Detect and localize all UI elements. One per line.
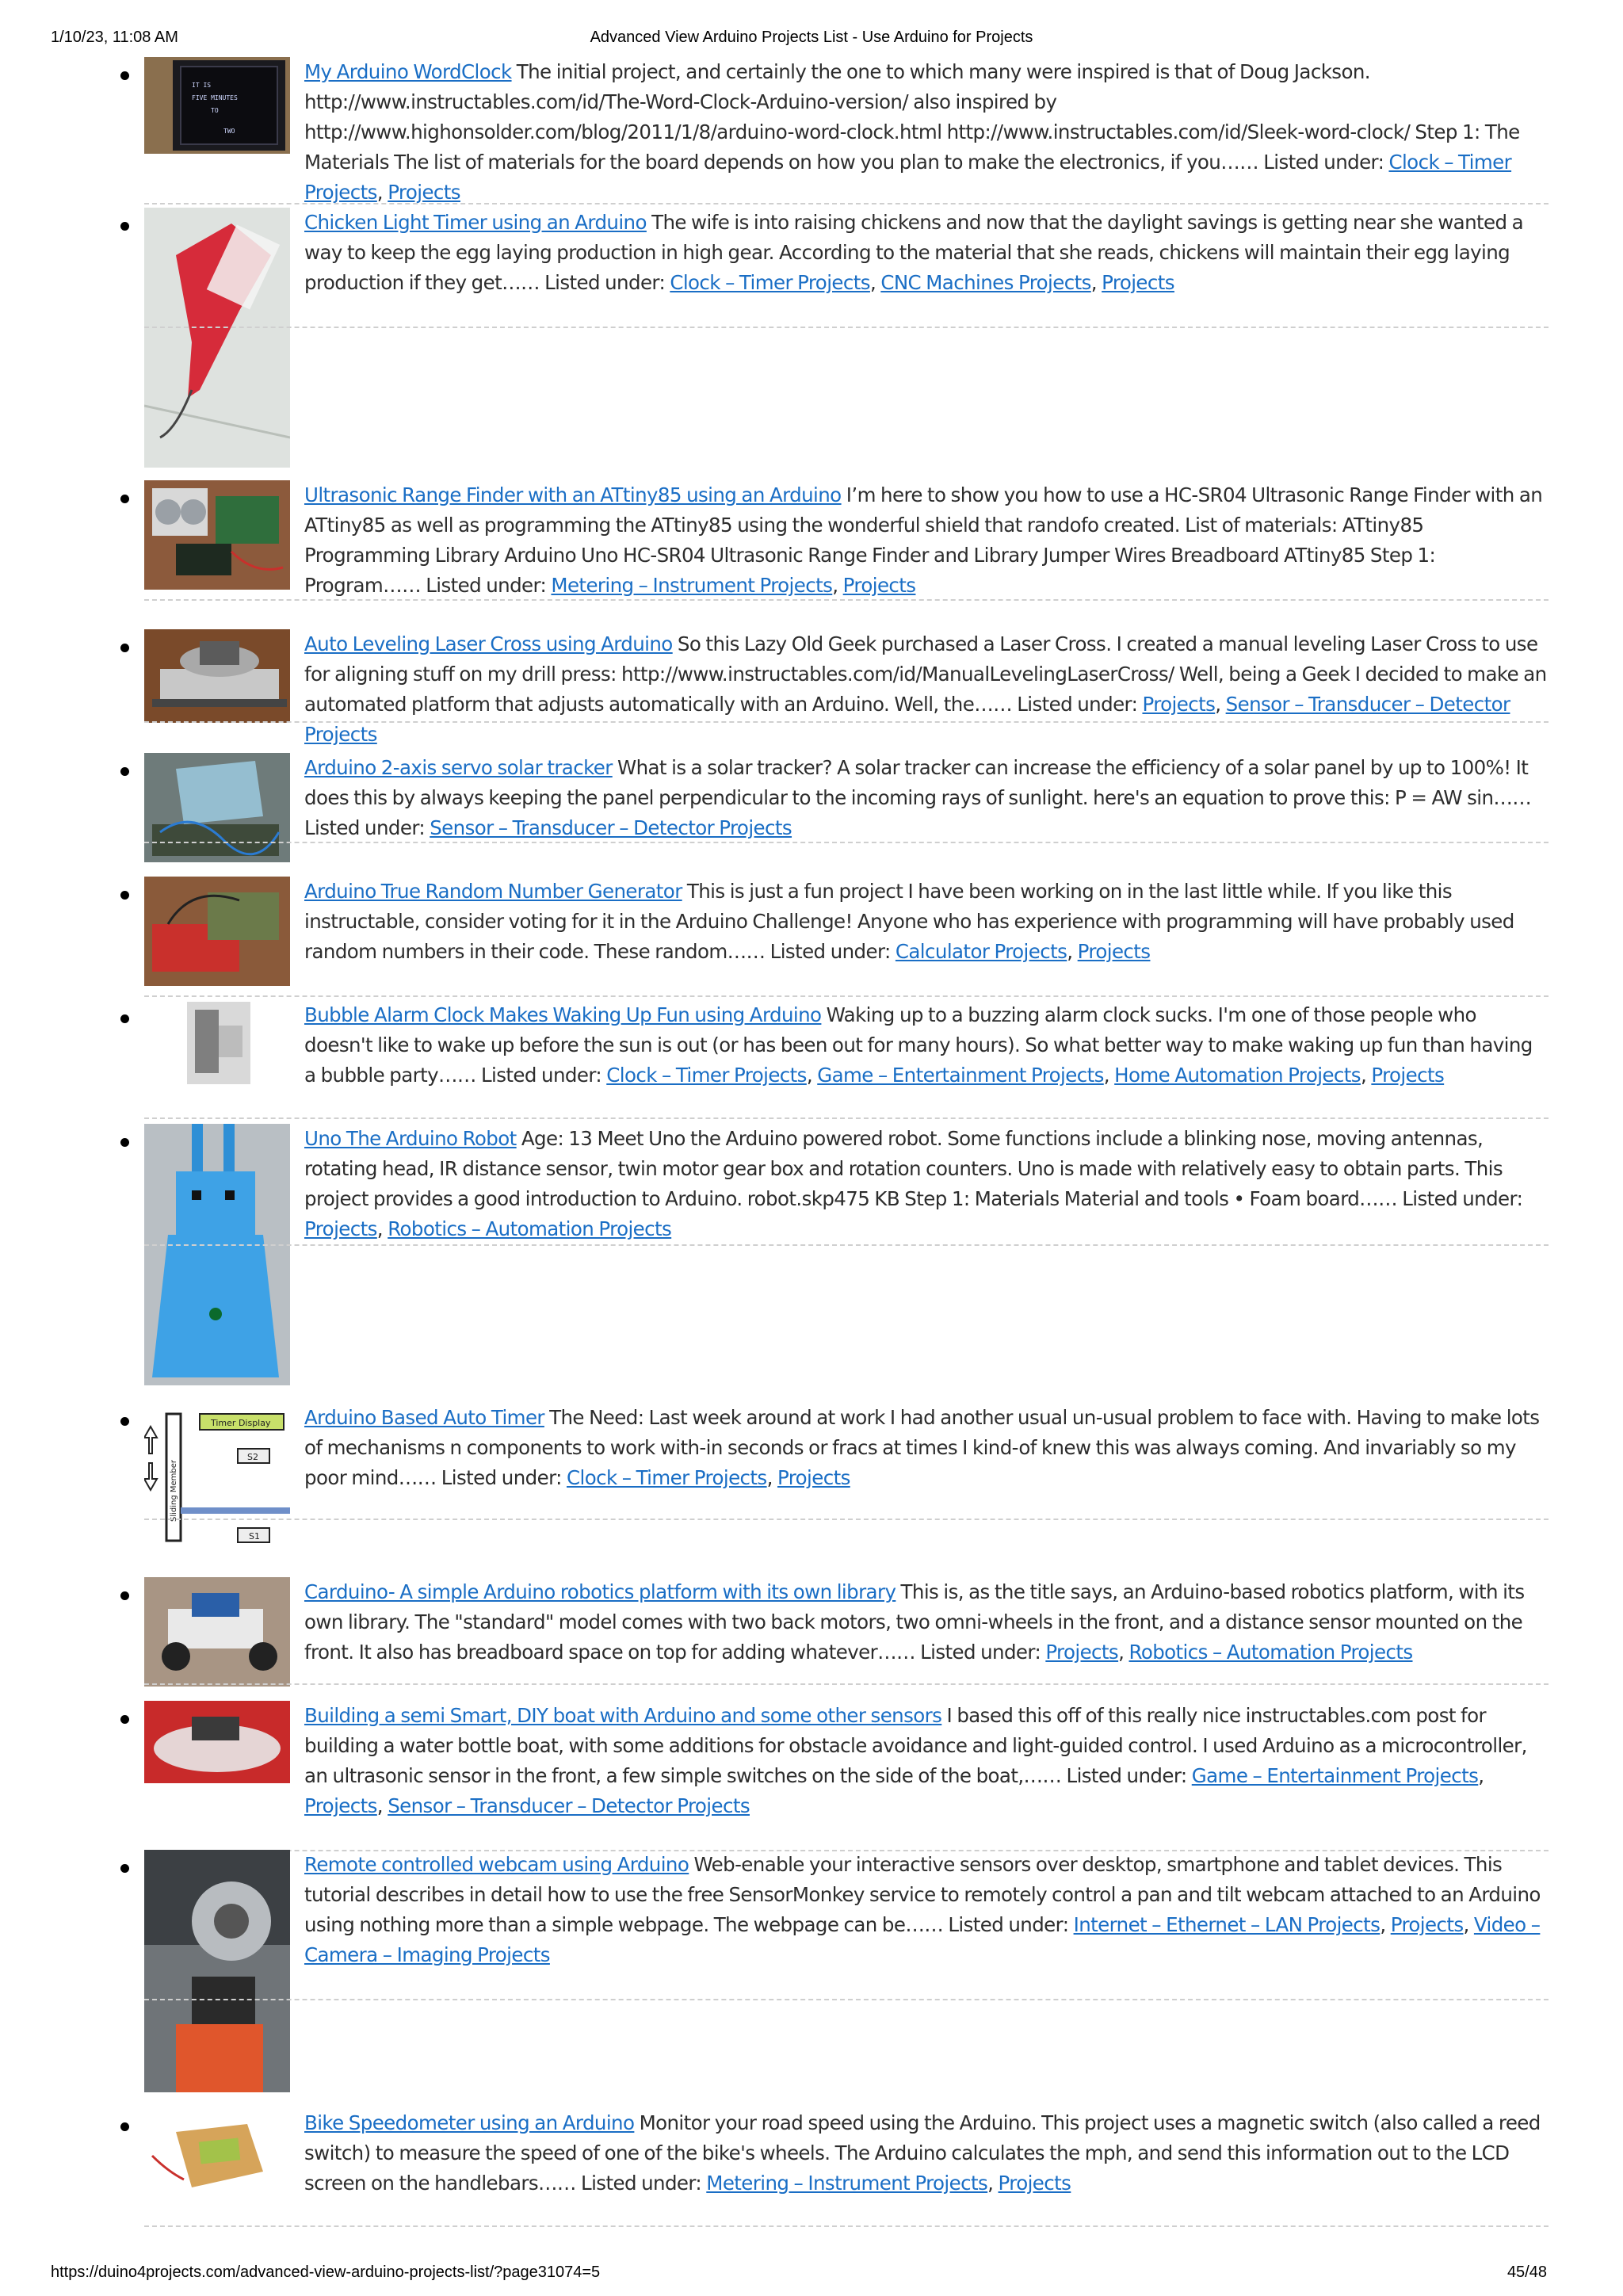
category-link[interactable]: Projects — [304, 1794, 377, 1817]
project-title-link[interactable]: Ultrasonic Range Finder with an ATtiny85 using an Arduino — [304, 483, 842, 506]
project-description: This is, as the title says, an Arduino-based robotics platform, with its own library. The "standard" model comes with two back motors, two omni-wheels in the front, and a distance sensor mounted on the front. It also has breadboard space on top for adding whatever…… — [304, 1580, 1525, 1664]
listed-under-label: Listed under: — [1402, 1187, 1523, 1210]
category-link[interactable]: Projects — [388, 181, 460, 204]
project-title-link[interactable]: Arduino True Random Number Generator — [304, 880, 682, 903]
s1-label: S1 — [249, 1531, 260, 1541]
project-entry — [144, 1124, 1549, 1246]
project-text: Bike Speedometer using an Arduino Monitor your road speed using the Arduino. This project uses a magnetic switch (also called a reed switch) to measure the speed of one of the bike's wheels. The Arduino calculates the mph, and send this information out to the LCD screen on the handlebars…… Listed under: Metering – Instrument Projects, Projects — [304, 2111, 1541, 2195]
category-link[interactable]: Projects — [1390, 1913, 1464, 1936]
footer-url: https://duino4projects.com/advanced-view-arduino-projects-list/?page31074=5 — [51, 2264, 601, 2281]
category-link[interactable]: CNC Machines Projects — [880, 271, 1091, 294]
category-link[interactable]: Video – Camera – Imaging Projects — [304, 1913, 1541, 1966]
project-title-link[interactable]: Chicken Light Timer using an Arduino — [304, 211, 647, 234]
project-thumbnail[interactable] — [144, 1701, 290, 1783]
project-title-link[interactable]: Arduino Based Auto Timer — [304, 1406, 544, 1429]
project-text: Carduino- A simple Arduino robotics platform with its own library This is, as the title says, an Arduino-based robotics platform, with its own library. The "standard" model comes with two back motors, two omni-wheels in the front, and a distance sensor mounted on the front. It also has breadboard space on top for adding whatever…… Listed under: Projects, Robotics – Automation Projects — [304, 1580, 1525, 1664]
bullet — [120, 1591, 129, 1600]
project-thumbnail[interactable] — [144, 1577, 290, 1687]
project-description: Monitor your road speed using the Arduino. This project uses a magnetic switch (also called a reed switch) to measure the speed of one of the bike's wheels. The Arduino calculates the mph, and send this information out to the LCD screen on the handlebars…… — [304, 2111, 1541, 2195]
category-link[interactable]: Game – Entertainment Projects — [817, 1064, 1104, 1087]
project-thumbnail[interactable] — [144, 1850, 290, 2092]
project-thumbnail[interactable] — [187, 1002, 250, 1084]
bullet — [120, 1417, 129, 1426]
category-link[interactable]: Sensor – Transducer – Detector Projects — [388, 1794, 750, 1817]
wordclock-line-4: TWO — [223, 128, 235, 135]
project-description: So this Lazy Old Geek purchased a Laser Cross. I created a manual leveling Laser Cross to use for aligning stuff on my drill press: http://www.instructables.com/id/ManualLevelingLaserCross/ Well, being a Geek I decided to make an automated platform that adjusts automatically with an Arduino. Well, the…… — [304, 632, 1547, 716]
project-text: Auto Leveling Laser Cross using Arduino So this Lazy Old Geek purchased a Laser Cross. I created a manual leveling Laser Cross to use for aligning stuff on my drill press: http://www.instructables.com/id/ManualLevelingLaserCross/ Well, being a Geek I decided to make an automated platform that adjusts automatically with an Arduino. Well, the…… Listed under: Projects, Sensor – Transducer – Detector Projects — [304, 632, 1547, 746]
category-link[interactable]: Clock – Timer Projects — [304, 151, 1512, 204]
project-description: The initial project, and certainly the one to which many were inspired is that of Doug Jackson. http://www.instructables.com/id/The-Word-Clock-Arduino-version/ also inspired by http://www.highonsolder.com/blog/2011/1/8/arduino-word-clock.html http://www.instructables.com/id/Sleek-word-clock/ Step 1: The Materials The list of materials for the board depends on how you plan to make the electronics, if you…… — [304, 60, 1520, 174]
project-text: Ultrasonic Range Finder with an ATtiny85 using an Arduino I’m here to show you how to use a HC-SR04 Ultrasonic Range Finder with an ATtiny85 as well as programming the ATtiny85 using the wonderful shield that randofo created. List of materials: ATtiny85 Programming Library Arduino Uno HC-SR04 Ultrasonic Range Finder and Library Jumper Wires Breadboard ATtiny85 Step 1: Program…… Listed under: Metering – Instrument Projects, Projects — [304, 483, 1543, 597]
timer-display-label: Timer Display — [211, 1418, 271, 1428]
project-title-link[interactable]: Carduino- A simple Arduino robotics platform with its own library — [304, 1580, 896, 1603]
project-entry — [144, 208, 1549, 328]
project-entry — [144, 1000, 1549, 1119]
project-description: The wife is into raising chickens and now that the daylight savings is getting near she wanted a way to keep the egg laying production in high gear. According to the material that she reads, chickens will maintain their egg laying production if they get…… — [304, 211, 1524, 294]
category-link[interactable]: Projects — [304, 1217, 377, 1240]
project-title-link[interactable]: Auto Leveling Laser Cross using Arduino — [304, 632, 673, 655]
category-link[interactable]: Projects — [1102, 271, 1174, 294]
project-description: I based this off of this really nice instructables.com post for building a water bottle boat, with some additions for obstacle avoidance and light-guided control. I used Arduino as a microcontroller, an ultrasonic sensor in the front, a few simple switches on the side of the boat,…… — [304, 1704, 1527, 1787]
project-entry — [144, 1577, 1549, 1685]
listed-under-label: Listed under: — [581, 2172, 702, 2195]
bullet — [120, 891, 129, 900]
category-link[interactable]: Projects — [777, 1466, 850, 1489]
project-thumbnail[interactable] — [144, 629, 290, 723]
wordclock-line-3: TO — [211, 107, 219, 114]
listed-under-label: Listed under: — [481, 1064, 602, 1087]
bullet — [120, 1014, 129, 1023]
project-entry — [144, 877, 1549, 997]
project-thumbnail[interactable] — [144, 57, 290, 154]
category-link[interactable]: Clock – Timer Projects — [566, 1466, 767, 1489]
project-thumbnail[interactable] — [144, 480, 290, 590]
project-entry — [144, 57, 1549, 204]
category-link[interactable]: Projects — [1045, 1641, 1119, 1664]
project-text: Bubble Alarm Clock Makes Waking Up Fun using Arduino Waking up to a buzzing alarm clock sucks. I'm one of those people who doesn't like to wake up before the sun is out (or has been out for many hours). So what better way to make waking up fun than having a bubble party…… Listed under: Clock – Timer Projects, Game – Entertainment Projects, Home Automation Projects, Projects — [304, 1003, 1533, 1087]
bullet — [120, 1715, 129, 1724]
listed-under-label: Listed under: — [948, 1913, 1069, 1936]
category-link[interactable]: Sensor – Transducer – Detector Projects — [304, 693, 1510, 746]
category-link[interactable]: Projects — [1077, 940, 1151, 963]
bullet — [120, 644, 129, 652]
project-entry — [144, 1850, 1549, 2000]
project-title-link[interactable]: My Arduino WordClock — [304, 60, 512, 83]
category-link[interactable]: Projects — [842, 574, 916, 597]
category-link[interactable]: Projects — [998, 2172, 1071, 2195]
project-title-link[interactable]: Uno The Arduino Robot — [304, 1127, 517, 1150]
project-entry — [144, 480, 1549, 601]
category-link[interactable]: Home Automation Projects — [1114, 1064, 1361, 1087]
listed-under-label: Listed under: — [1017, 693, 1138, 716]
project-text — [304, 753, 1549, 843]
category-link[interactable]: Clock – Timer Projects — [670, 271, 870, 294]
project-thumbnail[interactable] — [144, 753, 290, 862]
project-text: Remote controlled webcam using Arduino Web-enable your interactive sensors over desktop, smartphone and tablet devices. This tutorial describes in detail how to use the free SensorMonkey service to remotely control a pan and tilt webcam attached to an Arduino using nothing more than a simple webpage. The webpage can be…… Listed under: Internet – Ethernet – LAN Projects, Projects, Video – Camera – Imaging Projects — [304, 1853, 1541, 1966]
listed-under-label: Listed under: — [441, 1466, 562, 1489]
listed-under-label: Listed under: — [1066, 1764, 1187, 1787]
category-link[interactable]: Projects — [1142, 693, 1216, 716]
category-link[interactable]: Projects — [1371, 1064, 1445, 1087]
listed-under-label: Listed under: — [1263, 151, 1384, 174]
project-description: What is a solar tracker? A solar tracker can increase the efficiency of a solar panel by up to 100%! It does this by always keeping the panel perpendicular to the incoming rays of sunlight. here's an equation to prove this: P = AW sin…… — [304, 756, 1532, 809]
listed-under-label: Listed under: — [920, 1641, 1041, 1664]
category-link[interactable]: Clock – Timer Projects — [606, 1064, 807, 1087]
s2-label: S2 — [247, 1452, 258, 1462]
project-title-link[interactable]: Bubble Alarm Clock Makes Waking Up Fun using Arduino — [304, 1003, 822, 1026]
wordclock-line-2: FIVE MINUTES — [192, 94, 238, 101]
category-link[interactable]: Game – Entertainment Projects — [1191, 1764, 1479, 1787]
category-link[interactable]: Robotics – Automation Projects — [388, 1217, 672, 1240]
project-title-link[interactable]: Bike Speedometer using an Arduino — [304, 2111, 635, 2134]
project-entry — [144, 629, 1549, 746]
sliding-member-label: Sliding Member — [170, 1459, 178, 1522]
project-entry — [144, 1701, 1549, 1851]
category-link[interactable]: Calculator Projects — [895, 940, 1067, 963]
category-link[interactable]: Metering – Instrument Projects — [706, 2172, 988, 2195]
bullet — [120, 71, 129, 80]
project-description: Web-enable your interactive sensors over desktop, smartphone and tablet devices. This tutorial describes in detail how to use the free SensorMonkey service to remotely control a pan and tilt webcam attached to an Arduino using nothing more than a simple webpage. The webpage can be…… — [304, 1853, 1541, 1936]
project-text: Building a semi Smart, DIY boat with Arduino and some other sensors I based this off of this really nice instructables.com post for building a water bottle boat, with some additions for obstacle avoidance and light-guided control. I used Arduino as a microcontroller, an ultrasonic sensor in the front, a few simple switches on the side of the boat,…… Listed under: Game – Entertainment Projects, Projects, Sensor – Transducer – Detector Projects — [304, 1704, 1527, 1817]
project-title-link[interactable]: Remote controlled webcam using Arduino — [304, 1853, 689, 1876]
project-thumbnail[interactable] — [144, 208, 290, 468]
project-thumbnail[interactable] — [144, 1403, 290, 1544]
project-text: Uno The Arduino Robot Age: 13 Meet Uno the Arduino powered robot. Some functions include a blinking nose, moving antennas, rotating head, IR distance sensor, twin motor gear box and rotation counters. Uno is made with relatively easy to obtain parts. This project provides a good introduction to Arduino. robot.skp475 KB Step 1: Materials Material and tools • Foam board…… Listed under: Projects, Robotics – Automation Projects — [304, 1127, 1523, 1240]
project-text: Chicken Light Timer using an Arduino The wife is into raising chickens and now that the daylight savings is getting near she wanted a way to keep the egg laying production in high gear. According to the material that she reads, chickens will maintain their egg laying production if they get…… Listed under: Clock – Timer Projects, CNC Machines Projects, Projects — [304, 211, 1524, 294]
listed-under-label: Listed under: — [544, 271, 666, 294]
project-description: The Need: Last week around at work I had another usual un-usual problem to face with. Having to make lots of mechanisms n components to work with-in seconds or fracs at times I kind-of knew this was always coming. And invariably so my poor mind…… — [304, 1406, 1540, 1489]
bullet — [120, 1864, 129, 1873]
bullet — [120, 767, 129, 776]
project-thumbnail[interactable] — [144, 1124, 290, 1385]
wordclock-line-1: IT IS — [192, 82, 212, 89]
listed-under-label: Listed under: — [426, 574, 547, 597]
bullet — [120, 1138, 129, 1147]
project-entry — [144, 2108, 1549, 2227]
project-text: Arduino Based Auto Timer The Need: Last week around at work I had another usual un-usual problem to face with. Having to make lots of mechanisms n components to work with-in seconds or fracs at times I kind-of knew this was always coming. And invariably so my poor mind…… Listed under: Clock – Timer Projects, Projects — [304, 1406, 1540, 1489]
print-datetime: 1/10/23, 11:08 AM — [51, 29, 178, 46]
bullet — [120, 222, 129, 231]
listed-under-label: Listed under: — [304, 816, 426, 839]
category-link[interactable]: Robotics – Automation Projects — [1128, 1641, 1413, 1664]
project-description: This is just a fun project I have been working on in the last little while. If you like this instructable, consider voting for it in the Arduino Challenge! Anyone who has experience with programming will have probably used random numbers in their code. These random…… — [304, 880, 1514, 963]
page-title: Advanced View Arduino Projects List - Use Arduino for Projects — [590, 29, 1033, 46]
project-title-link[interactable]: Building a semi Smart, DIY boat with Arduino and some other sensors — [304, 1704, 942, 1727]
category-link[interactable]: Metering – Instrument Projects — [551, 574, 833, 597]
project-description: Waking up to a buzzing alarm clock sucks. I'm one of those people who doesn't like to wake up before the sun is out (or has been out for many hours). So what better way to make waking up fun than having a bubble party…… — [304, 1003, 1533, 1087]
listed-under-label: Listed under: — [769, 940, 891, 963]
project-text: My Arduino WordClock The initial project, and certainly the one to which many were inspired is that of Doug Jackson. http://www.instructables.com/id/The-Word-Clock-Arduino-version/ also inspired by http://www.highonsolder.com/blog/2011/1/8/arduino-word-clock.html http://www.instructables.com/id/Sleek-word-clock/ Step 1: The Materials The list of materials for the board depends on how you plan to make the electronics, if you…… Listed under: Clock – Timer Projects, Projects — [304, 60, 1520, 204]
category-link[interactable]: Internet – Ethernet – LAN Projects — [1073, 1913, 1381, 1936]
project-entry — [144, 753, 1549, 843]
page-number: 45/48 — [1507, 2264, 1547, 2281]
project-thumbnail[interactable] — [144, 877, 290, 986]
project-entry — [144, 1403, 1549, 1541]
bullet — [120, 495, 129, 503]
project-title-link[interactable]: Arduino 2-axis servo solar tracker — [304, 756, 613, 779]
project-text: Arduino True Random Number Generator This is just a fun project I have been working on in the last little while. If you like this instructable, consider voting for it in the Arduino Challenge! Anyone who has experience with programming will have probably used random numbers in their code. These random…… Listed under: Calculator Projects, Projects — [304, 880, 1514, 963]
project-thumbnail[interactable] — [144, 2108, 290, 2206]
project-description: I’m here to show you how to use a HC-SR04 Ultrasonic Range Finder with an ATtiny85 as well as programming the ATtiny85 using the wonderful shield that randofo created. List of materials: ATtiny85 Programming Library Arduino Uno HC-SR04 Ultrasonic Range Finder and Library Jumper Wires Breadboard ATtiny85 Step 1: Program…… — [304, 483, 1543, 597]
category-link[interactable]: Sensor – Transducer – Detector Projects — [430, 816, 792, 839]
bullet — [120, 2122, 129, 2131]
project-description: Age: 13 Meet Uno the Arduino powered robot. Some functions include a blinking nose, moving antennas, rotating head, IR distance sensor, twin motor gear box and rotation counters. Uno is made with relatively easy to obtain parts. This project provides a good introduction to Arduino. robot.skp475 KB Step 1: Materials Material and tools • Foam board…… — [304, 1127, 1503, 1210]
